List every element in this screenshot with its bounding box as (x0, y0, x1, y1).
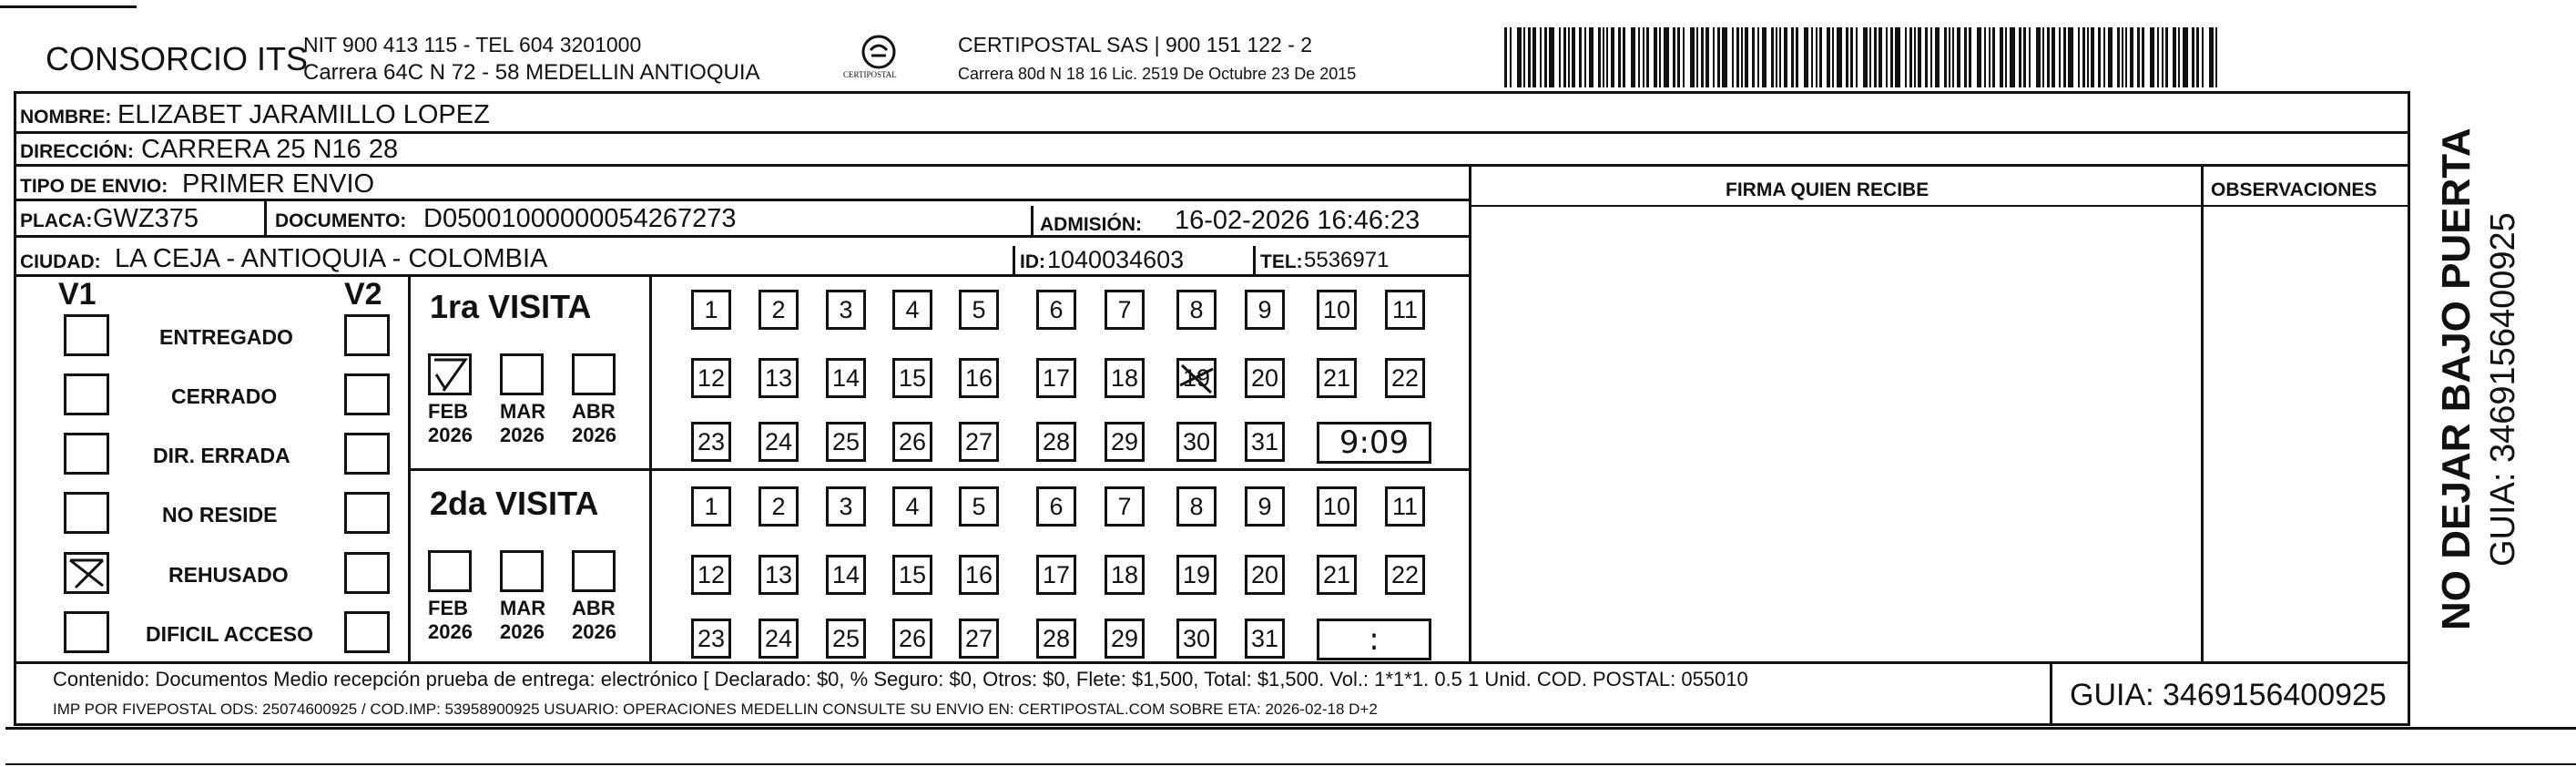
barcode-bar (2047, 27, 2050, 87)
v1-checkbox[interactable] (64, 611, 109, 653)
barcode (1504, 27, 2225, 87)
admision-label: ADMISIÓN: (1040, 214, 1142, 235)
barcode-bar (1631, 27, 1635, 87)
no-dejar-bajo-puerta: NO DEJAR BAJO PUERTA (2434, 128, 2479, 630)
day-box[interactable]: 26 (892, 619, 932, 659)
tel-value: 5536971 (1304, 248, 1390, 272)
barcode-bar (1572, 27, 1575, 87)
barcode-bar (2036, 27, 2041, 87)
barcode-bar (2183, 27, 2188, 87)
day-box[interactable]: 1 (691, 290, 731, 330)
ciudad-value: LA CEJA - ANTIOQUIA - COLOMBIA (115, 244, 548, 273)
barcode-bar (2122, 27, 2123, 87)
barcode-bar (1811, 27, 1813, 87)
day-box[interactable]: 27 (959, 619, 999, 659)
barcode-bar (1846, 27, 1848, 87)
barcode-bar (1869, 27, 1871, 87)
barcode-bar (2150, 27, 2154, 87)
day-box[interactable]: 15 (892, 555, 932, 595)
barcode-bar (2078, 27, 2080, 87)
day-box[interactable]: 16 (959, 358, 999, 398)
month-year: 2026 (572, 424, 616, 446)
barcode-bar (2157, 27, 2159, 87)
v1-checkbox[interactable] (64, 492, 109, 534)
barcode-bar (2059, 27, 2061, 87)
day-box[interactable]: 6 (1036, 486, 1076, 527)
documento-label: DOCUMENTO: (275, 210, 407, 231)
status-label: REHUSADO (168, 563, 289, 587)
barcode-bar (1664, 27, 1669, 87)
barcode-bar (1646, 27, 1649, 87)
v2-checkbox[interactable] (344, 552, 390, 594)
day-box[interactable]: 28 (1036, 619, 1076, 659)
month-label: FEB (428, 400, 468, 423)
side-guia: GUIA: 3469156400925 (2484, 212, 2522, 567)
day-box[interactable]: 8 (1176, 290, 1217, 330)
day-box[interactable]: 29 (1105, 619, 1145, 659)
day-box[interactable]: 1 (691, 486, 731, 527)
day-box[interactable]: 9 (1245, 290, 1285, 330)
barcode-bar (2063, 27, 2066, 87)
barcode-bar (2192, 27, 2194, 87)
barcode-bar (2023, 27, 2026, 87)
month-checkbox[interactable] (500, 550, 544, 592)
barcode-bar (1816, 27, 1817, 87)
nombre-label: NOMBRE: (20, 107, 112, 128)
barcode-bar (1549, 27, 1554, 87)
barcode-bar (2165, 27, 2168, 87)
day-box[interactable]: 10 (1317, 290, 1357, 330)
month-label: MAR (500, 400, 546, 423)
month-year: 2026 (428, 620, 473, 643)
barcode-bar (1623, 27, 1625, 87)
barcode-bar (1713, 27, 1715, 87)
day-box[interactable]: 11 (1385, 486, 1425, 527)
visit-title: 1ra VISITA (430, 288, 592, 325)
month-checkbox[interactable] (572, 550, 616, 592)
status-label: ENTREGADO (159, 325, 293, 349)
barcode-bar (1584, 27, 1586, 87)
barcode-bar (1722, 27, 1727, 87)
barcode-bar (1690, 27, 1695, 87)
barcode-bar (1984, 27, 1986, 87)
footer-guia: GUIA: 3469156400925 (2070, 678, 2387, 712)
day-box[interactable]: 7 (1105, 290, 1145, 330)
day-box[interactable]: 27 (959, 422, 999, 462)
barcode-bar (1568, 27, 1570, 87)
month-checkbox[interactable] (428, 550, 472, 592)
check-mark-icon (431, 356, 469, 393)
day-box[interactable]: 11 (1385, 290, 1425, 330)
day-box[interactable]: 25 (826, 422, 866, 462)
documento-value: D05001000000054267273 (423, 204, 737, 233)
tipo-envio-label: TIPO DE ENVIO: (20, 176, 168, 197)
day-box[interactable]: 24 (759, 619, 799, 659)
day-box[interactable]: 18 (1105, 555, 1145, 595)
barcode-bar (2215, 27, 2217, 87)
day-box[interactable]: 18 (1105, 358, 1145, 398)
day-box[interactable]: 19 (1176, 358, 1217, 398)
barcode-bar (1944, 27, 1947, 87)
barcode-bar (1949, 27, 1950, 87)
day-box[interactable]: 8 (1176, 486, 1217, 527)
tel-label: TEL: (1260, 251, 1303, 272)
barcode-bar (1752, 27, 1755, 87)
day-box[interactable]: 4 (892, 486, 932, 527)
barcode-bar (1791, 27, 1794, 87)
barcode-bar (1856, 27, 1858, 87)
barcode-bar (1618, 27, 1621, 87)
barcode-bar (1925, 27, 1928, 87)
day-box[interactable]: 12 (691, 358, 731, 398)
barcode-bar (1741, 27, 1743, 87)
day-box[interactable]: 7 (1105, 486, 1145, 527)
barcode-bar (2042, 27, 2044, 87)
day-box[interactable]: 2 (759, 486, 799, 527)
barcode-bar (1603, 27, 1604, 87)
sender-nit-tel: NIT 900 413 115 - TEL 604 3201000 (303, 33, 642, 56)
barcode-bar (1969, 27, 1971, 87)
barcode-bar (2029, 27, 2031, 87)
barcode-bar (1745, 27, 1748, 87)
barcode-bar (1874, 27, 1877, 87)
barcode-bar (1638, 27, 1640, 87)
barcode-bar (2173, 27, 2176, 87)
barcode-bar (2178, 27, 2180, 87)
day-box[interactable]: 28 (1036, 422, 1076, 462)
day-box[interactable]: 30 (1176, 619, 1217, 659)
barcode-bar (1796, 27, 1798, 87)
status-label: CERRADO (171, 384, 278, 408)
barcode-bar (2202, 27, 2204, 87)
day-box[interactable]: 16 (959, 555, 999, 595)
barcode-bar (1757, 27, 1759, 87)
day-box[interactable]: 25 (826, 619, 866, 659)
barcode-bar (2068, 27, 2073, 87)
day-box[interactable]: 6 (1036, 290, 1076, 330)
barcode-bar (1890, 27, 1893, 87)
courier-name-nit: CERTIPOSTAL SAS | 900 151 122 - 2 (958, 33, 1313, 56)
month-year: 2026 (572, 620, 616, 643)
barcode-bar (1705, 27, 1709, 87)
id-value: 1040034603 (1047, 246, 1185, 273)
day-box[interactable]: 31 (1245, 422, 1285, 462)
barcode-bar (1837, 27, 1842, 87)
barcode-bar (2130, 27, 2133, 87)
barcode-bar (1784, 27, 1787, 87)
barcode-bar (1989, 27, 1991, 87)
day-box[interactable]: 21 (1317, 555, 1357, 595)
status-label: DIR. ERRADA (153, 444, 290, 467)
v2-checkbox[interactable] (344, 492, 390, 534)
barcode-bar (1540, 27, 1542, 87)
v2-checkbox[interactable] (344, 611, 390, 653)
barcode-bar (1762, 27, 1767, 87)
barcode-bar (1717, 27, 1720, 87)
barcode-bar (1528, 27, 1531, 87)
day-box[interactable]: 22 (1385, 555, 1425, 595)
day-box[interactable]: 14 (826, 358, 866, 398)
day-box[interactable]: 2 (759, 290, 799, 330)
sender-address: Carrera 64C N 72 - 58 MEDELLIN ANTIOQUIA (303, 60, 760, 85)
day-box[interactable]: 5 (959, 486, 999, 527)
day-box[interactable]: 13 (759, 555, 799, 595)
month-year: 2026 (500, 620, 545, 643)
barcode-bar (1606, 27, 1608, 87)
day-box[interactable]: 20 (1245, 358, 1285, 398)
barcode-bar (1659, 27, 1661, 87)
day-box[interactable]: 20 (1245, 555, 1285, 595)
month-checkbox[interactable] (428, 353, 472, 395)
barcode-bar (2137, 27, 2140, 87)
barcode-bar (1559, 27, 1561, 87)
barcode-bar (1683, 27, 1685, 87)
barcode-bar (2098, 27, 2101, 87)
barcode-bar (1804, 27, 1808, 87)
day-box[interactable]: 30 (1176, 422, 1217, 462)
barcode-bar (1611, 27, 1614, 87)
day-box[interactable]: 29 (1105, 422, 1145, 462)
barcode-bar (1850, 27, 1853, 87)
barcode-bar (1930, 27, 1932, 87)
barcode-bar (1879, 27, 1882, 87)
barcode-bar (1643, 27, 1644, 87)
day-box[interactable]: 5 (959, 290, 999, 330)
v1-label: V1 (58, 277, 97, 312)
status-label: DIFICIL ACCESO (146, 622, 314, 646)
courier-address-license: Carrera 80d N 18 16 Lic. 2519 De Octubre 23 De 2015 (958, 65, 1357, 83)
barcode-bar (1701, 27, 1704, 87)
barcode-bar (1779, 27, 1781, 87)
month-label: MAR (500, 597, 546, 619)
v2-checkbox[interactable] (344, 314, 390, 356)
v2-label: V2 (344, 277, 382, 312)
barcode-bar (2108, 27, 2113, 87)
barcode-bar (1544, 27, 1547, 87)
barcode-bar (1952, 27, 1954, 87)
time-box[interactable]: 9:09 (1317, 422, 1431, 464)
nombre-value: ELIZABET JARAMILLO LOPEZ (117, 100, 490, 129)
barcode-bar (2196, 27, 2199, 87)
barcode-bar (1964, 27, 1967, 87)
barcode-bar (1886, 27, 1888, 87)
barcode-bar (2087, 27, 2089, 87)
barcode-bar (2010, 27, 2015, 87)
firma-header: FIRMA QUIEN RECIBE (1726, 179, 1929, 200)
day-box[interactable]: 23 (691, 422, 731, 462)
day-box[interactable]: 15 (892, 358, 932, 398)
day-box[interactable]: 24 (759, 422, 799, 462)
barcode-bar (1776, 27, 1777, 87)
admision-value: 16-02-2026 16:46:23 (1175, 206, 1420, 235)
day-box[interactable]: 14 (826, 555, 866, 595)
barcode-bar (1895, 27, 1900, 87)
barcode-bar (2000, 27, 2003, 87)
barcode-bar (1918, 27, 1921, 87)
barcode-bar (1977, 27, 1981, 87)
barcode-bar (1863, 27, 1868, 87)
status-label: NO RESIDE (162, 503, 278, 527)
check-mark-icon (66, 555, 107, 591)
day-box[interactable]: 31 (1245, 619, 1285, 659)
tipo-envio-value: PRIMER ENVIO (182, 169, 375, 199)
time-box[interactable]: : (1317, 619, 1431, 660)
barcode-bar (1827, 27, 1830, 87)
v1-checkbox[interactable] (64, 373, 109, 415)
barcode-bar (2209, 27, 2214, 87)
day-box[interactable]: 19 (1176, 555, 1217, 595)
day-box[interactable]: 3 (826, 486, 866, 527)
v1-checkbox[interactable] (64, 314, 109, 356)
direccion-value: CARRERA 25 N16 28 (141, 135, 399, 164)
barcode-bar (1589, 27, 1593, 87)
barcode-bar (1510, 27, 1512, 87)
barcode-bar (1957, 27, 1960, 87)
barcode-bar (2005, 27, 2007, 87)
day-box[interactable]: 17 (1036, 555, 1076, 595)
barcode-bar (1677, 27, 1680, 87)
footer-contenido: Contenido: Documentos Medio recepción prueba de entrega: electrónico [ Declarado: $0, % Seguro: $0, Otros: $0, Flete: $1,500, Total: $1,500. Vol.: 1*1*1. 0.5 1 Unid. COD. POSTAL: 055010 (53, 668, 1748, 690)
barcode-bar (1832, 27, 1834, 87)
day-box[interactable]: 9 (1245, 486, 1285, 527)
month-year: 2026 (428, 424, 473, 446)
barcode-bar (1523, 27, 1525, 87)
id-label: ID: (1020, 251, 1045, 272)
v1-checkbox[interactable] (64, 433, 109, 475)
barcode-bar (2103, 27, 2105, 87)
day-box[interactable]: 17 (1036, 358, 1076, 398)
barcode-bar (1504, 27, 1507, 87)
v2-checkbox[interactable] (344, 433, 390, 475)
placa-label: PLACA: (20, 210, 93, 231)
month-label: ABR (572, 597, 616, 619)
barcode-bar (2142, 27, 2144, 87)
placa-value: GWZ375 (93, 204, 199, 233)
v1-checkbox[interactable] (64, 552, 109, 594)
barcode-bar (1654, 27, 1657, 87)
barcode-bar (1673, 27, 1675, 87)
sender-company: CONSORCIO ITS (46, 40, 309, 77)
visit-title: 2da VISITA (430, 485, 599, 522)
strike-mark-icon (1176, 358, 1217, 398)
courier-logo-text: CERTIPOSTAL (843, 70, 897, 79)
footer-imp: IMP POR FIVEPOSTAL ODS: 25074600925 / COD.IMP: 53958900925 USUARIO: OPERACIONES MEDELLIN CONSULTE SU ENVIO EN: CERTIPOSTAL.COM SOBRE ETA: 2026-02-18 D+2 (53, 701, 1378, 718)
direccion-label: DIRECCIÓN: (20, 141, 134, 162)
ciudad-label: CIUDAD: (20, 251, 101, 272)
barcode-bar (2091, 27, 2094, 87)
barcode-bar (1696, 27, 1698, 87)
day-box[interactable]: 3 (826, 290, 866, 330)
barcode-bar (1935, 27, 1940, 87)
barcode-bar (1909, 27, 1912, 87)
barcode-bar (2117, 27, 2120, 87)
month-label: ABR (572, 400, 616, 423)
barcode-bar (1732, 27, 1734, 87)
month-checkbox[interactable] (572, 353, 616, 395)
barcode-bar (1532, 27, 1536, 87)
barcode-bar (1914, 27, 1916, 87)
day-box[interactable]: 12 (691, 555, 731, 595)
barcode-bar (1563, 27, 1566, 87)
barcode-bar (2162, 27, 2164, 87)
barcode-bar (1819, 27, 1822, 87)
v2-checkbox[interactable] (344, 373, 390, 415)
barcode-bar (2019, 27, 2021, 87)
day-box[interactable]: 26 (892, 422, 932, 462)
day-box[interactable]: 23 (691, 619, 731, 659)
barcode-bar (1736, 27, 1739, 87)
barcode-bar (2052, 27, 2055, 87)
barcode-bar (1771, 27, 1774, 87)
barcode-bar (2125, 27, 2127, 87)
day-box[interactable]: 22 (1385, 358, 1425, 398)
month-label: FEB (428, 597, 468, 619)
month-year: 2026 (500, 424, 545, 446)
barcode-bar (2082, 27, 2085, 87)
observaciones-header: OBSERVACIONES (2211, 179, 2377, 200)
barcode-bar (1598, 27, 1601, 87)
day-box[interactable]: 21 (1317, 358, 1357, 398)
barcode-bar (1992, 27, 1995, 87)
day-box[interactable]: 10 (1317, 486, 1357, 527)
month-checkbox[interactable] (500, 353, 544, 395)
day-box[interactable]: 4 (892, 290, 932, 330)
barcode-bar (1905, 27, 1907, 87)
day-box[interactable]: 13 (759, 358, 799, 398)
barcode-bar (1517, 27, 1522, 87)
barcode-bar (1579, 27, 1582, 87)
